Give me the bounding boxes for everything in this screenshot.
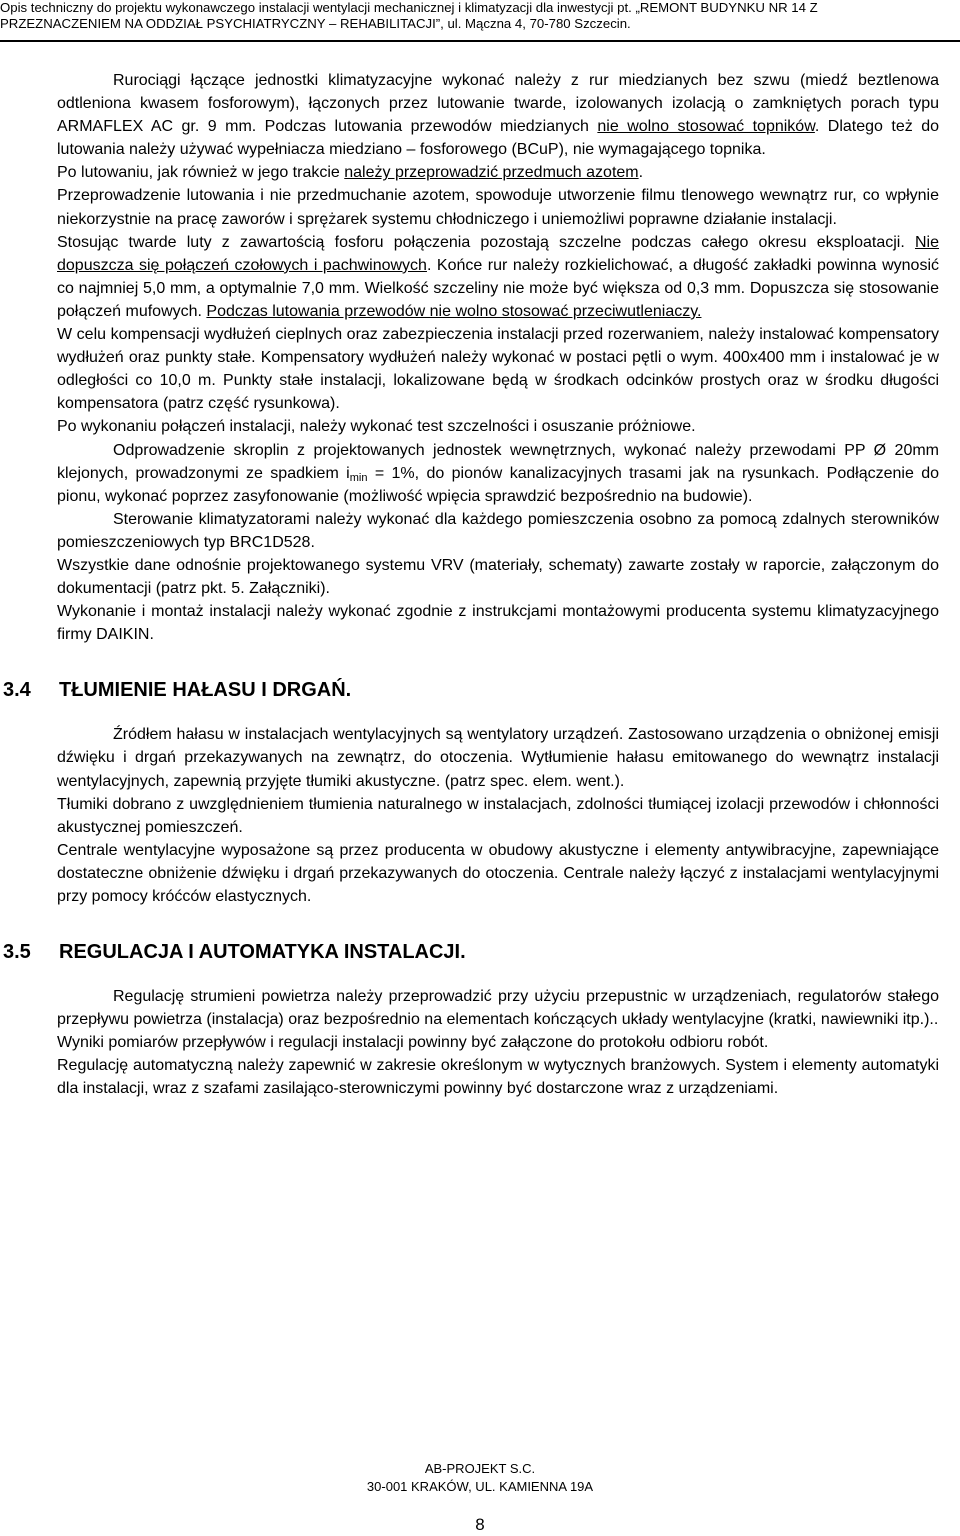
underlined-text: należy przeprowadzić przedmuch azotem xyxy=(344,164,639,182)
page-number: 8 xyxy=(475,1515,485,1534)
paragraph-nitrogen xyxy=(57,161,939,184)
text: Po lutowaniu, jak również w jego trakcie xyxy=(57,164,345,182)
paragraph-control: Sterowanie klimatyzatorami należy wykonać dla każdego pomieszczenia osobno za pomocą zdalnych sterowników pomieszczeniowych typ BRC1D528. xyxy=(57,510,939,551)
paragraph-automation: Regulację automatyczną należy zapewnić w zakresie określonym w wytycznych branżowych. System i elementy automatyki dla instalacji, wraz z szafami zasilająco-sterowniczymi powinny być dostarczone wraz z urządzeniami. xyxy=(57,1057,939,1098)
header-line-1: Opis techniczny do projektu wykonawczego instalacji wentylacji mechanicznej i klimatyzacji dla inwestycji pt. „REMONT BUDYNKU NR 14 Z xyxy=(0,0,818,15)
section-title: REGULACJA I AUTOMATYKA INSTALACJI. xyxy=(59,941,466,964)
paragraph-vrv-data: Wszystkie dane odnośnie projektowanego systemu VRV (materiały, schematy) zawarte zostały w raporcie, załączonym do dokumentacji (patrz pkt. 5. Załączniki). xyxy=(57,556,939,598)
section-number: 3.5 xyxy=(3,941,31,964)
text: . Dlatego też do lutowania należy używać wypełniacza miedziano – fosforowego (BCuP), nie wymagającego topnika. xyxy=(57,118,940,159)
paragraph-installation: Wykonanie i montaż instalacji należy wykonać zgodnie z instrukcjami montażowymi producenta systemu klimatyzacyjnego firmy DAIKIN. xyxy=(57,603,939,644)
text: . xyxy=(638,164,644,182)
section-number: 3.4 xyxy=(3,679,31,702)
page-header xyxy=(0,0,960,32)
paragraph-compensation: W celu kompensacji wydłużeń cieplnych oraz zabezpieczenia instalacji przed rozerwaniem, należy instalować kompensatory wydłużeń oraz punkty stałe. Kompensatory wydłużeń należy wykonać w postaci pętli o wym. 400x400 mm i instalować je w odległości co 10,0 m. Punkty stałe instalacji, lokalizowane będą w środkach odcinków prostych oraz w środku długości kompensatora (patrz część rysunkowa). xyxy=(57,326,939,413)
paragraph-leak-test: Po wykonaniu połączeń instalacji, należy wykonać test szczelności i osuszanie próżniowe. xyxy=(57,418,696,436)
underlined-text: nie wolno stosować topników xyxy=(597,118,815,136)
underlined-text: Podczas lutowania przewodów nie wolno stosować przeciwutleniaczy. xyxy=(206,302,702,320)
paragraph-condensate xyxy=(57,439,939,508)
section-title: TŁUMIENIE HAŁASU I DRGAŃ. xyxy=(59,679,352,702)
underlined-text: Nie dopuszcza się połączeń czołowych i pachwinowych xyxy=(57,233,939,274)
paragraph-piping xyxy=(57,69,939,161)
header-rule xyxy=(0,40,960,42)
text: = 1%, do pionów kanalizacyjnych trasami jak na rysunkach. Podłączenie do pionu, wykonać poprzez zasyfonowanie (możliwość wpięcia sprawdzić bezpośrednio na budowie). xyxy=(57,464,940,505)
paragraph-noise-source: Źródłem hałasu w instalacjach wentylacyjnych są wentylatory urządzeń. Zastosowano urządzenia o obniżonej emisji dźwięku i drgań przekazywanych na zewnątrz, do otoczenia. Wytłumienie hałasu emitowanego do wewnątrz instalacji wentylacyjnych, zapewnią przyjęte tłumiki akustyczne. (patrz spec. elem. went.). xyxy=(57,726,939,790)
paragraph-measurements: Wyniki pomiarów przepływów i regulacji instalacji powinny być załączone do protokołu odbioru robót. xyxy=(57,1034,769,1052)
text: Rurociągi łączące jednostki klimatyzacyjne wykonać należy z rur miedzianych bez szwu (miedź beztlenowa odtleniona kwasem fosforowym), łączonych przez lutowanie twarde, izolowanych izolacją o zamkniętych porach typu ARMAFLEX AC gr. 9 mm. Podczas lutowania przewodów miedzianych xyxy=(57,72,939,136)
page-footer xyxy=(0,1460,960,1496)
paragraph-air-handlers: Centrale wentylacyjne wyposażone są przez producenta w obudowy akustyczne i elementy antywibracyjne, zapewniające dostateczne obniżenie dźwięku i drgań przekazywanych do otoczenia. Centrale należy łączyć z instalacjami wentylacyjnymi przy pomocy króćców elastycznych. xyxy=(57,841,939,905)
footer-company: AB-PROJEKT S.C. xyxy=(424,1461,536,1476)
footer-address: 30-001 KRAKÓW, UL. KAMIENNA 19A xyxy=(366,1479,594,1494)
section-heading-3-4 xyxy=(3,677,939,703)
document-body xyxy=(3,69,940,1101)
text: Odprowadzenie skroplin z projektowanych jednostek wewnętrznych, wykonać należy przewodami PP Ø 20mm klejonych, prowadzonymi ze spadkiem i xyxy=(57,441,939,482)
paragraph-silencers: Tłumiki dobrano z uwzględnieniem tłumienia naturalnego w instalacjach, zdolności tłumiącej izolacji przewodów i chłonności akustycznej pomieszczeń. xyxy=(57,795,939,836)
text: Stosując twarde luty z zawartością fosforu połączenia pozostają szczelne podczas całego okresu eksploatacji. xyxy=(57,233,915,251)
paragraph-oxide-film: Przeprowadzenie lutowania i nie przedmuchanie azotem, spowoduje utworzenie filmu tlenowego wewnątrz rur, co wpłynie niekorzystnie na pracę zaworów i sprężarek systemu chłodniczego i uniemożliwi poprawne działanie instalacji. xyxy=(57,187,939,228)
subscript: min xyxy=(349,471,368,484)
section-heading-3-5 xyxy=(3,939,939,965)
header-line-2: PRZEZNACZENIEM NA ODDZIAŁ PSYCHIATRYCZNY – REHABILITACJI”, ul. Mączna 4, 70-780 Szczecin. xyxy=(0,16,631,31)
paragraph-regulation: Regulację strumieni powietrza należy przeprowadzić przy użyciu przepustnic w urządzeniach, regulatorów stałego przepływu powietrza (instalacja) oraz bezpośrednio na elementach kończących układy wentylacyjne (kratki, nawiewniki itp.).. xyxy=(57,988,939,1029)
text: . Końce rur należy rozkielichować, a długość zakładki powinna wynosić co najmniej 5,0 mm, a optymalnie 7,0 mm. Wielkość szczeliny nie może być większa od 0,3 mm. Dopuszcza się stosowanie połączeń mufowych. xyxy=(57,256,939,320)
paragraph-joints xyxy=(57,231,939,323)
